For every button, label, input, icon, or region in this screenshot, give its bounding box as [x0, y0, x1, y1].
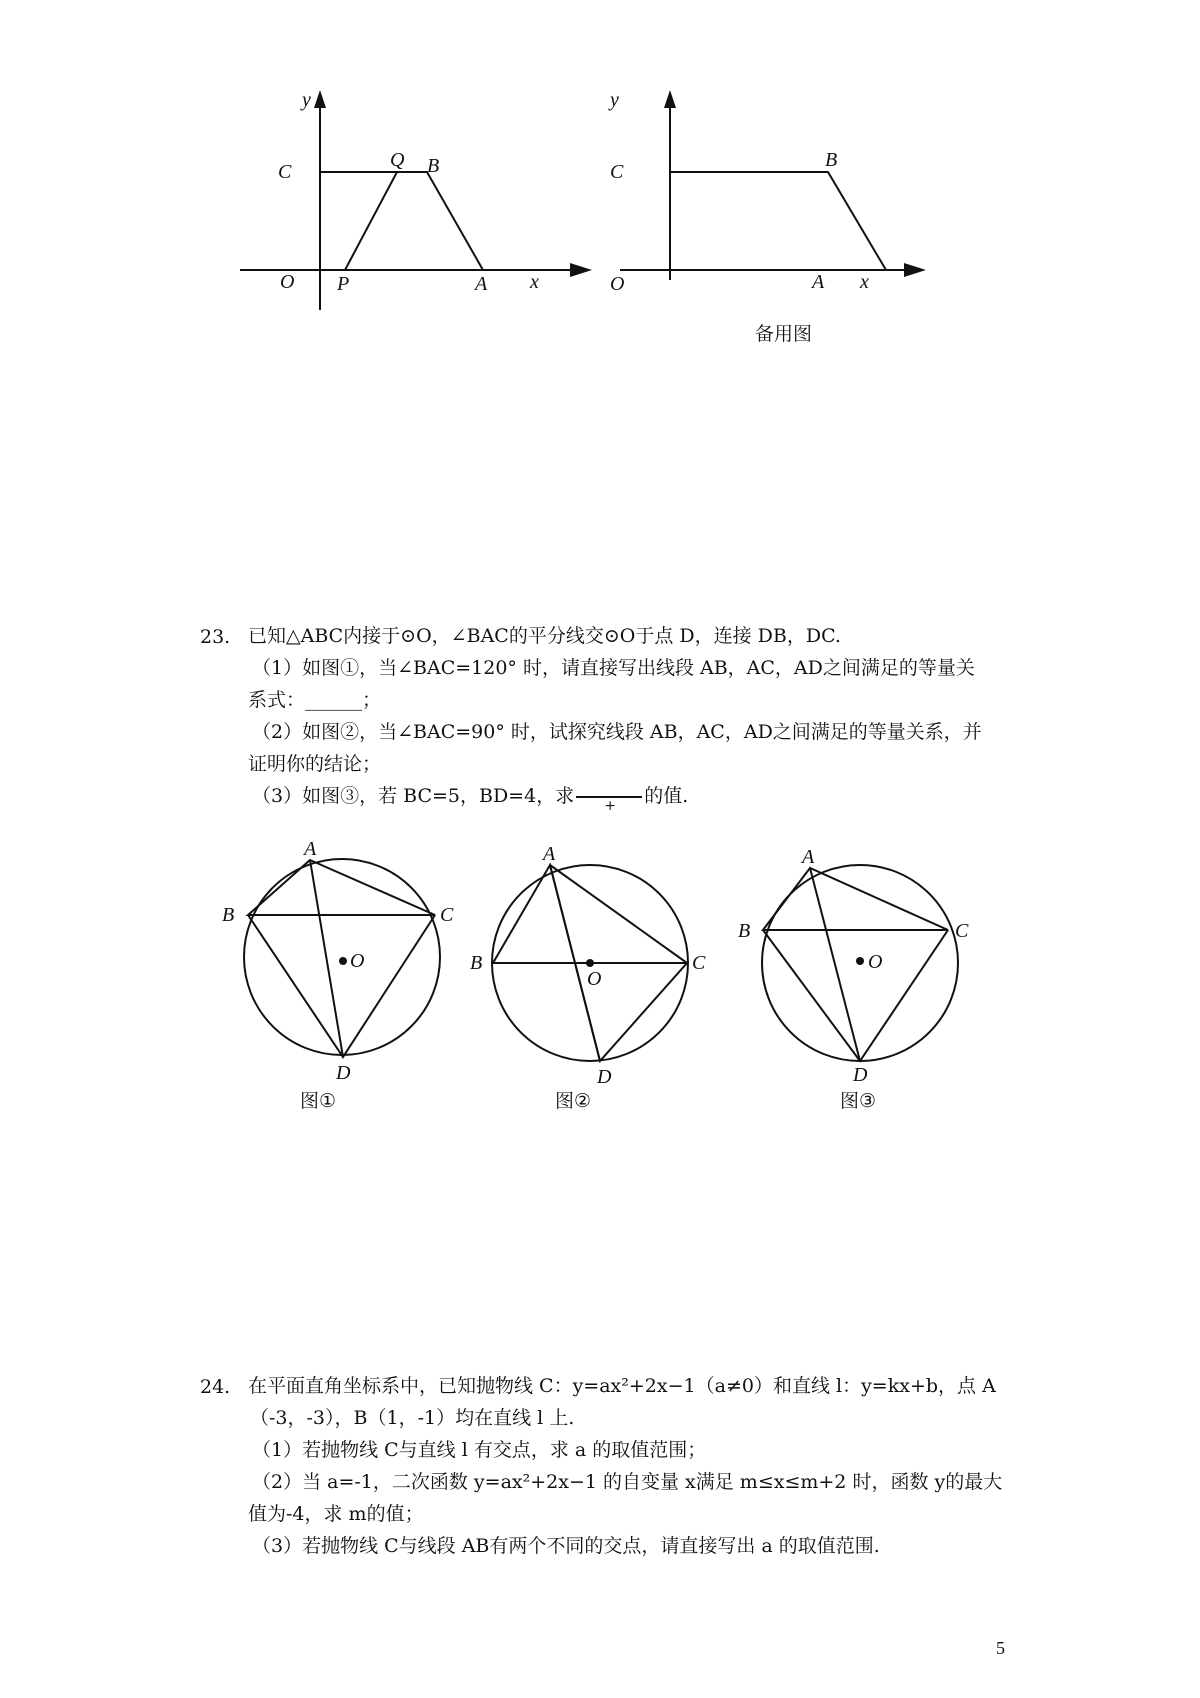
- y-axis-arrow-icon: [664, 90, 676, 108]
- label-C: C: [440, 904, 454, 926]
- x-axis-arrow-icon: [570, 263, 592, 277]
- label-D: D: [853, 1064, 868, 1086]
- label-B: B: [427, 155, 440, 177]
- q23-line-5: 证明你的结论；: [248, 753, 382, 775]
- q23-line-2: （1）如图①，当∠BAC=120° 时，请直接写出线段 AB，AC，AD之间满足的等量关: [252, 657, 975, 679]
- label-B: B: [222, 904, 235, 926]
- label-A: A: [802, 846, 815, 868]
- label-C: C: [692, 952, 706, 974]
- caption-fig-2: 图②: [555, 1090, 592, 1112]
- label-O: O: [610, 273, 625, 295]
- label-A: A: [812, 271, 825, 293]
- q24-line-3: （1）若抛物线 C与直线 l 有交点，求 a 的取值范围；: [252, 1439, 707, 1461]
- label-P: P: [337, 273, 350, 295]
- label-Q: Q: [390, 149, 405, 171]
- q23-line-6-after: 的值.: [644, 785, 689, 807]
- q24-line-2: （-3，-3），B（1，-1）均在直线 l 上.: [250, 1407, 575, 1429]
- label-y: y: [610, 89, 619, 111]
- label-O: O: [280, 271, 295, 293]
- q23-line-3: 系式：______；: [248, 689, 382, 711]
- label-D: D: [597, 1066, 612, 1088]
- label-y: y: [302, 89, 311, 111]
- label-x: x: [860, 271, 869, 293]
- label-A: A: [543, 843, 556, 865]
- label-A: A: [475, 273, 488, 295]
- caption-fig-3: 图③: [840, 1090, 877, 1112]
- center-dot: [339, 957, 347, 965]
- q23-line-6: [252, 782, 689, 814]
- label-B: B: [825, 149, 838, 171]
- caption-backup-figure: 备用图: [755, 323, 813, 345]
- center-dot: [856, 957, 864, 965]
- label-O: O: [350, 950, 365, 972]
- q24-line-4: （2）当 a=-1，二次函数 y=ax²+2x−1 的自变量 x满足 m≤x≤m+2 时，函数 y的最大: [252, 1471, 1003, 1493]
- q23-line-1: 已知△ABC内接于⊙O，∠BAC的平分线交⊙O于点 D，连接 DB，DC.: [248, 625, 841, 647]
- q24-line-1: 在平面直角坐标系中，已知抛物线 C：y=ax²+2x−1（a≠0）和直线 l：y=kx+b，点 A: [248, 1375, 996, 1397]
- q23-text-block: [248, 622, 1028, 822]
- q24-line-5: 值为-4，求 m的值；: [248, 1503, 424, 1525]
- label-B: B: [738, 920, 751, 942]
- y-axis-arrow-icon: [314, 90, 326, 108]
- coordinate-figure-left: [250, 90, 590, 340]
- label-O: O: [868, 951, 883, 973]
- label-D: D: [336, 1062, 351, 1084]
- page-number: 5: [996, 1638, 1005, 1658]
- q23-line-4: （2）如图②，当∠BAC=90° 时，试探究线段 AB，AC，AD之间满足的等量关系，并: [252, 721, 982, 743]
- q23-line-6-before: （3）如图③，若 BC=5，BD=4，求: [252, 785, 575, 807]
- label-O: O: [587, 968, 602, 990]
- circle-figure-2: [470, 843, 710, 1112]
- label-B: B: [470, 952, 483, 974]
- q24-number: 24.: [200, 1376, 231, 1398]
- x-axis-arrow-icon: [904, 263, 926, 277]
- label-A: A: [304, 838, 317, 860]
- q23-number: 23.: [200, 626, 231, 648]
- fraction-box: [574, 782, 644, 814]
- q24-line-6: （3）若抛物线 C与线段 AB有两个不同的交点，请直接写出 a 的取值范围.: [252, 1535, 880, 1557]
- circle-figure-3: [738, 845, 990, 1112]
- label-x: x: [530, 271, 539, 293]
- circle-figure-1: [222, 838, 470, 1112]
- label-C: C: [610, 161, 624, 183]
- q24-text-block: [248, 1372, 1028, 1572]
- label-C: C: [955, 920, 969, 942]
- label-C: C: [278, 161, 292, 183]
- center-dot: [586, 959, 594, 967]
- fraction-denominator: +: [604, 798, 616, 814]
- caption-fig-1: 图①: [300, 1090, 337, 1112]
- coordinate-figure-right: [610, 89, 960, 350]
